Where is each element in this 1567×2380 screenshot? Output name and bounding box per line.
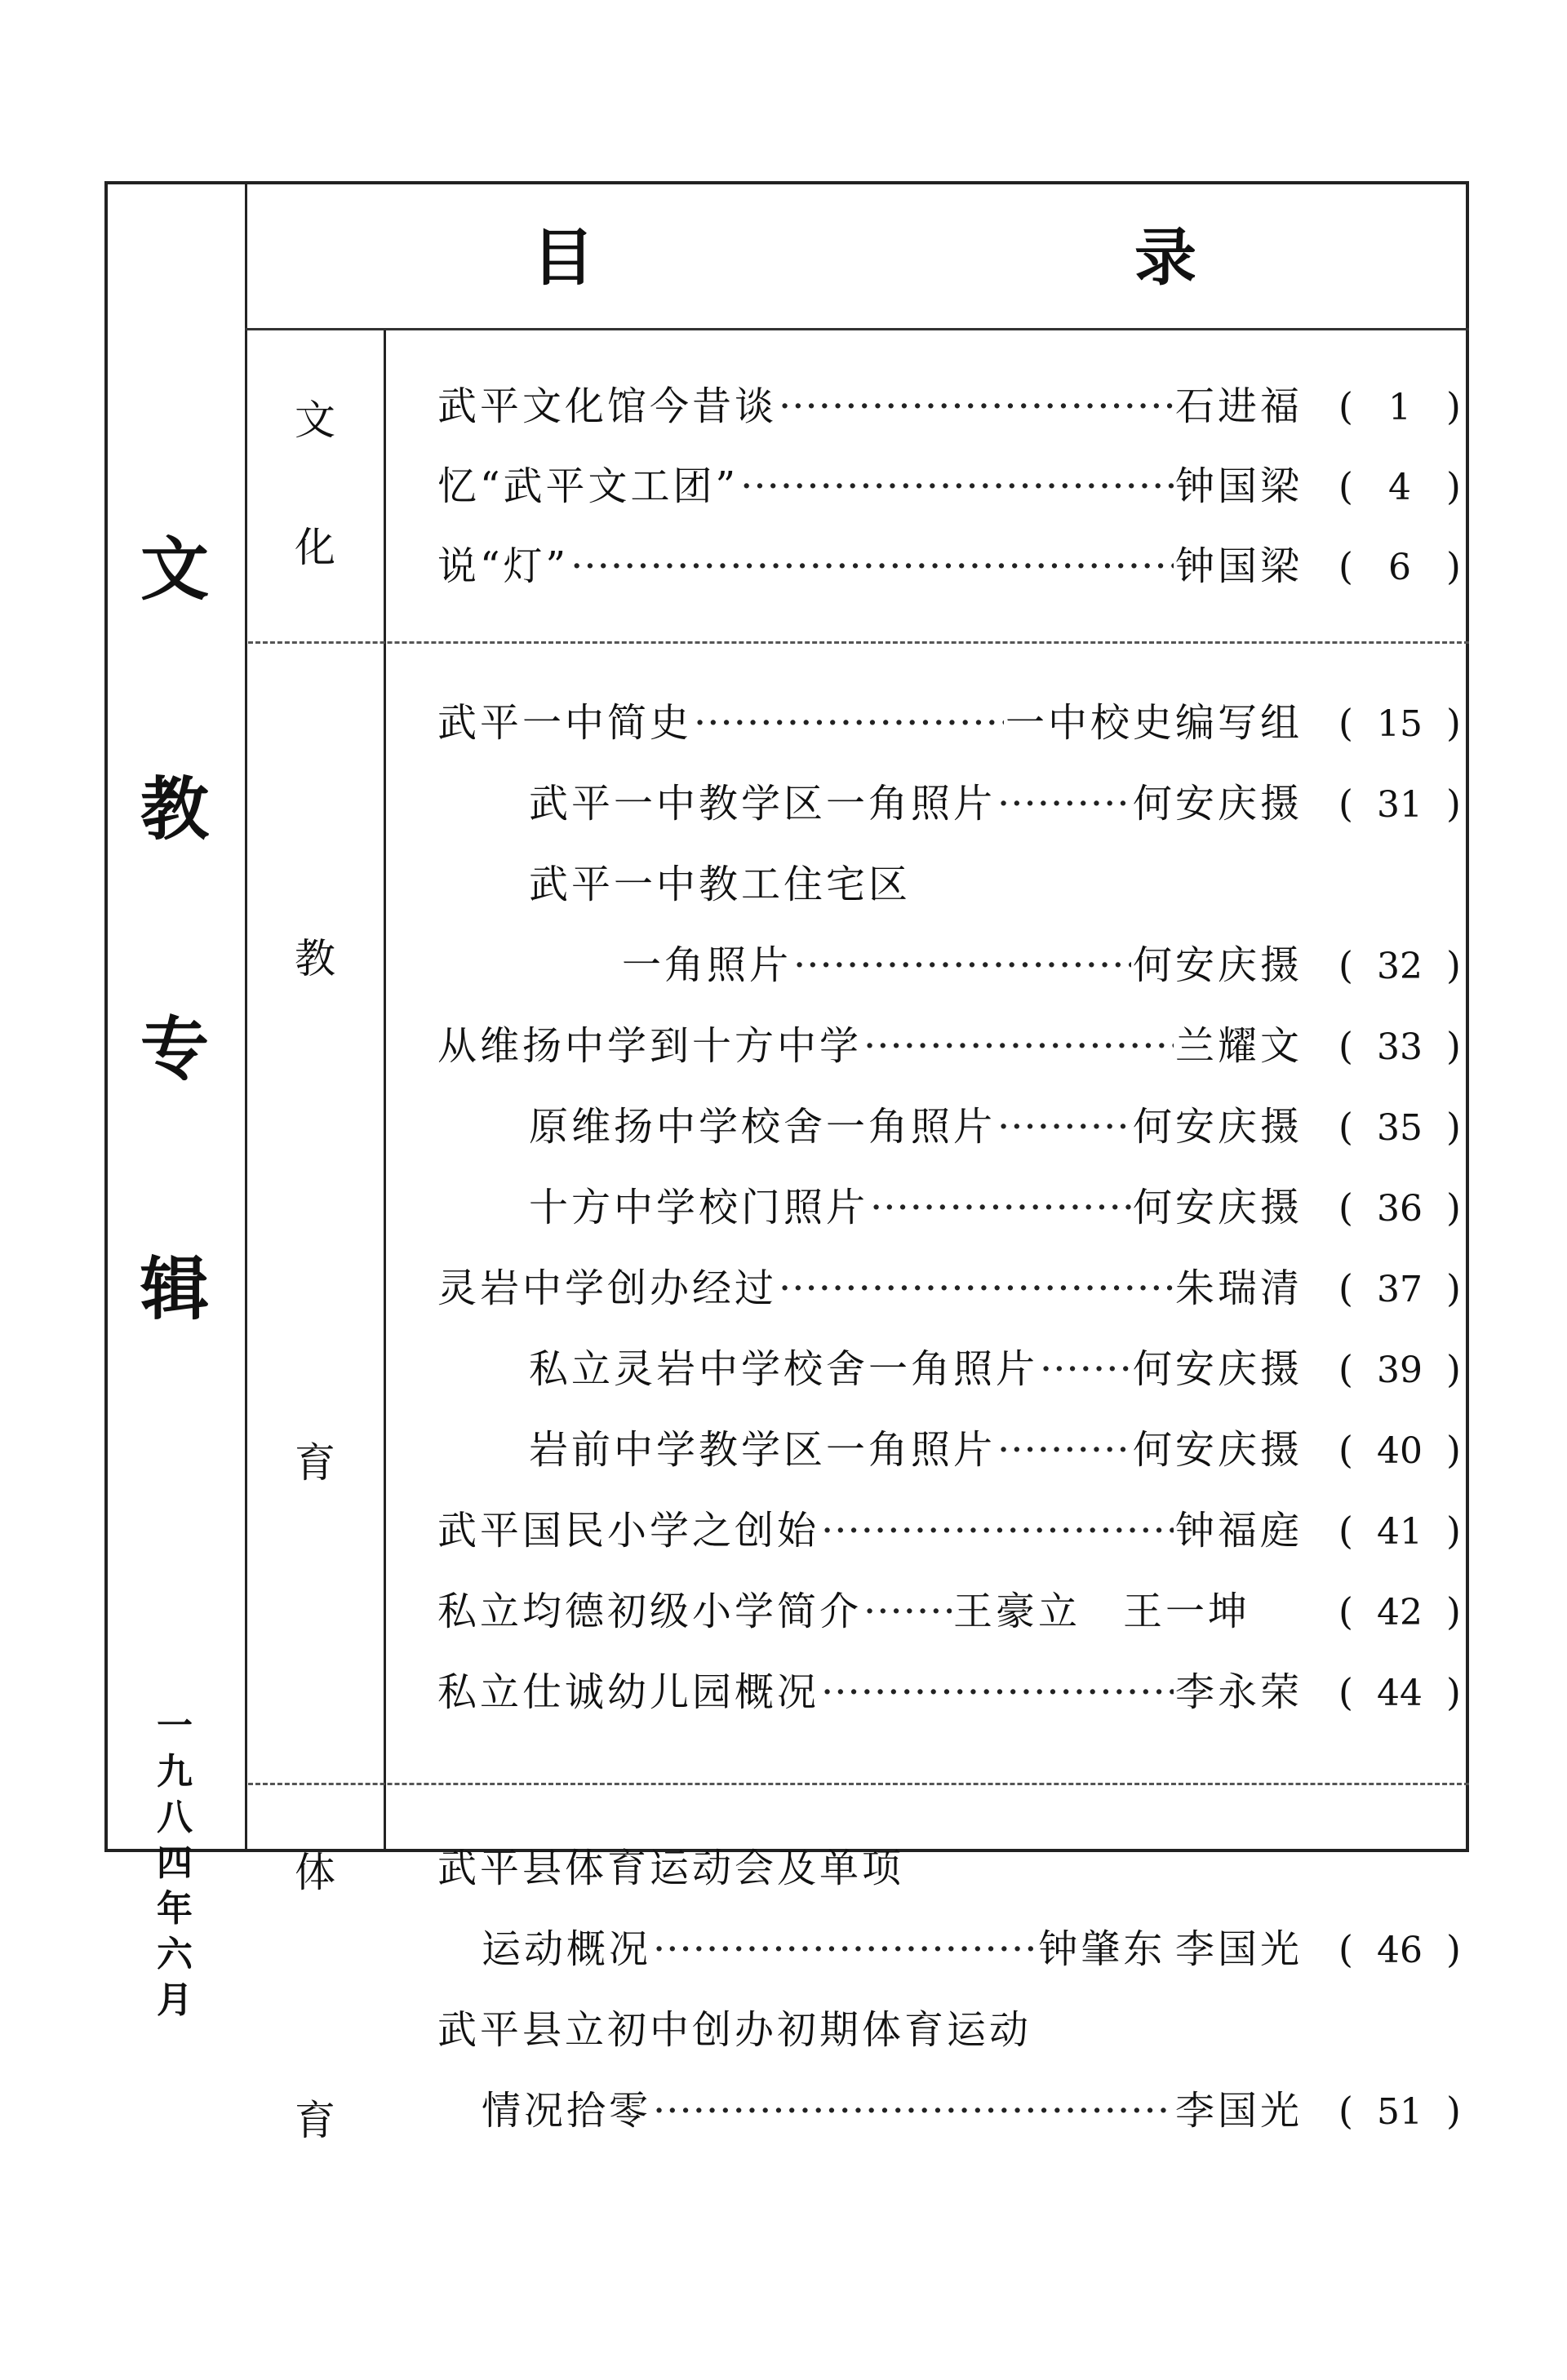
- entry-title-line1: 武平县体育运动会及单项: [437, 1846, 905, 1891]
- entry-author: 兰耀文: [1174, 1023, 1303, 1069]
- leader-dots: [1040, 1345, 1131, 1394]
- page-number: ( 4 ): [1338, 464, 1461, 508]
- page-number: ( 44 ): [1338, 1670, 1461, 1714]
- entry-author: 一中校史编写组: [1005, 700, 1303, 746]
- leader-dots: [870, 1183, 1131, 1232]
- entry-title-line1: 武平县立初中创办初期体育运动: [437, 2007, 1032, 2053]
- toc-entry[interactable]: [437, 1264, 1303, 1313]
- page-number: ( 46 ): [1338, 1927, 1461, 1971]
- toc-entry[interactable]: [437, 1022, 1303, 1070]
- entry-author: 何安庆摄: [1132, 942, 1303, 988]
- page-number: ( 15 ): [1338, 701, 1461, 745]
- entry-author: 何安庆摄: [1132, 1346, 1303, 1392]
- leader-dots: [779, 382, 1174, 431]
- entry-title: 岩前中学教学区一角照片: [529, 1427, 997, 1473]
- section-label-sports: 育: [295, 2097, 335, 2144]
- entry-title-line1: 武平一中教工住宅区: [529, 862, 912, 907]
- book-title-char: 教: [140, 769, 209, 849]
- entry-title: 私立均德初级小学简介: [437, 1589, 863, 1634]
- toc-entry[interactable]: [437, 1587, 1303, 1636]
- toc-entry[interactable]: [482, 1925, 1303, 1974]
- entry-title: 武平一中教学区一角照片: [529, 781, 997, 827]
- entry-title: 武平一中简史: [437, 700, 693, 746]
- date-char: 六: [157, 1934, 193, 1975]
- leader-dots: [740, 462, 1174, 511]
- page-number: ( 40 ): [1338, 1428, 1461, 1472]
- section-label-culture: 化: [295, 524, 335, 571]
- entry-title: 运动概况: [482, 1926, 652, 1972]
- section-divider-culture-education: [248, 641, 1469, 644]
- entry-author: 钟国梁: [1174, 543, 1303, 589]
- book-title-char: 文: [140, 529, 209, 609]
- entry-author: 钟国梁: [1174, 463, 1303, 509]
- section-label-education: 育: [295, 1439, 335, 1487]
- leader-dots: [779, 1264, 1174, 1313]
- leader-dots: [863, 1587, 952, 1636]
- page-number: ( 42 ): [1338, 1589, 1461, 1633]
- section-label-sports: 体: [295, 1849, 335, 1896]
- toc-entry[interactable]: [622, 941, 1303, 990]
- entry-author: 李国光: [1174, 2088, 1303, 2134]
- toc-entry[interactable]: [529, 1183, 1303, 1232]
- toc-entry[interactable]: [482, 2086, 1303, 2135]
- leader-dots: [653, 1925, 1037, 1974]
- entry-author: 钟福庭: [1174, 1508, 1303, 1553]
- leader-dots: [997, 1425, 1131, 1474]
- leader-dots: [793, 941, 1131, 990]
- toc-entry[interactable]: [529, 1345, 1303, 1394]
- date-char: 四: [157, 1842, 193, 1884]
- date-char: 年: [157, 1888, 193, 1930]
- book-title-char: 专: [140, 1008, 209, 1089]
- toc-entry[interactable]: [437, 542, 1303, 591]
- entry-author-2: 王一坤: [1123, 1589, 1251, 1634]
- toc-entry[interactable]: [437, 1668, 1303, 1717]
- entry-author: 何安庆摄: [1132, 781, 1303, 827]
- entry-author: 石进福: [1174, 383, 1303, 429]
- toc-entry[interactable]: [529, 1425, 1303, 1474]
- page-number: ( 39 ): [1338, 1347, 1461, 1391]
- toc-entry[interactable]: [437, 382, 1303, 431]
- page-number: ( 36 ): [1338, 1186, 1461, 1230]
- entry-title: 情况拾零: [482, 2088, 652, 2134]
- leader-dots: [694, 698, 1004, 747]
- entry-author: 钟肇东: [1038, 1926, 1166, 1972]
- entry-title: 忆“武平文工团”: [437, 463, 739, 509]
- entry-author: 李永荣: [1174, 1669, 1303, 1715]
- page-number: ( 41 ): [1338, 1509, 1461, 1553]
- section-label-education: 教: [295, 935, 335, 982]
- toc-entry[interactable]: [437, 462, 1303, 511]
- page-number: ( 6 ): [1338, 544, 1461, 588]
- heading-mu: 目: [532, 221, 594, 294]
- date-char: 一: [157, 1705, 193, 1747]
- entry-title: 灵岩中学创办经过: [437, 1265, 778, 1311]
- toc-entry[interactable]: [529, 1102, 1303, 1151]
- leader-dots: [821, 1506, 1174, 1555]
- entry-title: 说“灯”: [437, 543, 570, 589]
- entry-author: 何安庆摄: [1132, 1427, 1303, 1473]
- entry-title: 十方中学校门照片: [529, 1185, 869, 1230]
- entry-title: 武平文化馆今昔谈: [437, 383, 778, 429]
- entry-title: 武平国民小学之创始: [437, 1508, 820, 1553]
- toc-entry[interactable]: [437, 698, 1303, 747]
- leader-dots: [653, 2086, 1174, 2135]
- section-divider-education-sports: [248, 1783, 1469, 1785]
- page-number: ( 33 ): [1338, 1024, 1461, 1068]
- page-number: ( 37 ): [1338, 1266, 1461, 1310]
- page-number: ( 31 ): [1338, 782, 1461, 826]
- leader-dots: [821, 1668, 1174, 1717]
- date-char: 八: [157, 1797, 193, 1838]
- toc-entry[interactable]: [529, 779, 1303, 828]
- entry-author: 何安庆摄: [1132, 1104, 1303, 1150]
- entry-title: 原维扬中学校舍一角照片: [529, 1104, 997, 1150]
- toc-entry[interactable]: [437, 1506, 1303, 1555]
- date-char: 九: [157, 1751, 193, 1793]
- page-number: ( 35 ): [1338, 1105, 1461, 1149]
- entry-author: 王豪立: [953, 1589, 1081, 1634]
- date-char: 月: [157, 1979, 193, 2021]
- heading-lu: 录: [1134, 221, 1196, 294]
- page-number: ( 32 ): [1338, 943, 1461, 987]
- entry-author: 朱瑞清: [1174, 1265, 1303, 1311]
- leader-dots: [997, 779, 1131, 828]
- entry-title: 一角照片: [622, 942, 792, 988]
- entry-author: 何安庆摄: [1132, 1185, 1303, 1230]
- leader-dots: [863, 1022, 1174, 1070]
- leader-dots: [997, 1102, 1131, 1151]
- section-label-culture: 文: [295, 397, 335, 444]
- heading-rule: [245, 328, 1469, 330]
- entry-title: 私立灵岩中学校舍一角照片: [529, 1346, 1039, 1392]
- entry-author-2: 李国光: [1174, 1926, 1303, 1972]
- page-number: ( 1 ): [1338, 384, 1461, 428]
- page-number: ( 51 ): [1338, 2089, 1461, 2133]
- book-title-char: 辑: [140, 1248, 209, 1329]
- leader-dots: [570, 542, 1174, 591]
- entry-title: 从维扬中学到十方中学: [437, 1023, 863, 1069]
- entry-title: 私立仕诚幼儿园概况: [437, 1669, 820, 1715]
